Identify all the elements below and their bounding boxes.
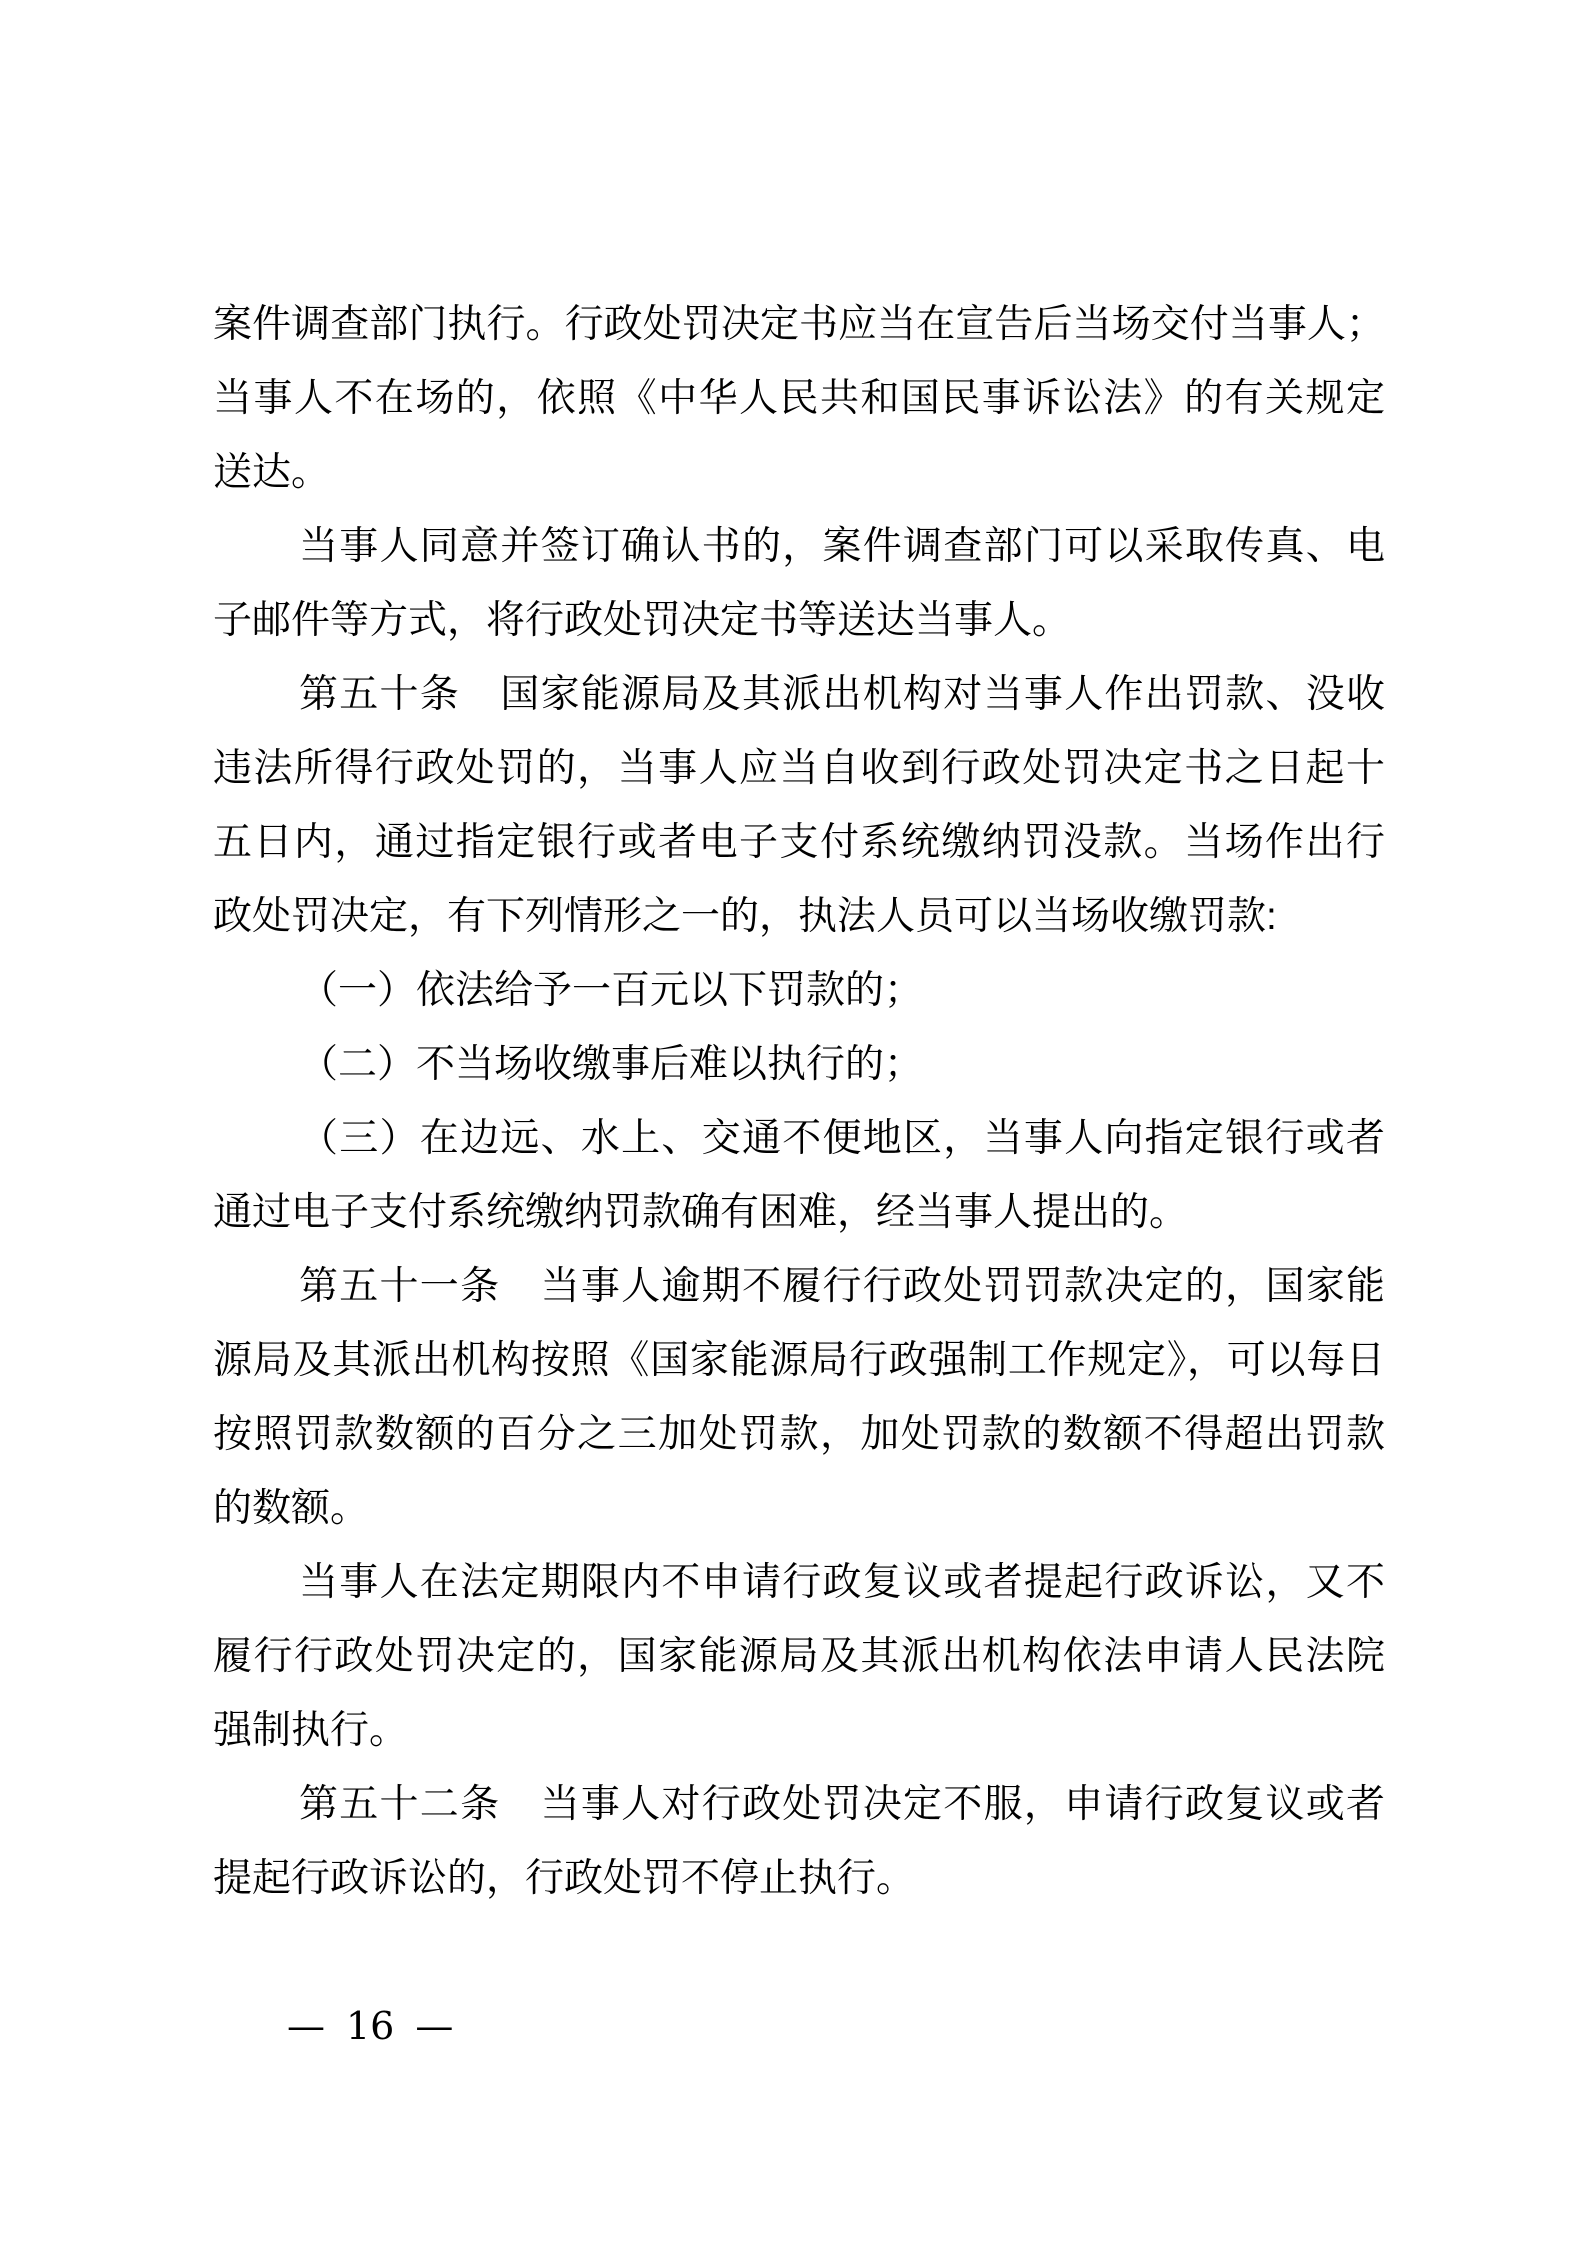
text-line: 按照罚款数额的百分之三加处罚款，加处罚款的数额不得超出罚款 [213,1413,1385,1456]
text-line: 履行行政处罚决定的，国家能源局及其派出机构依法申请人民法院 [213,1635,1385,1678]
paragraph [213,1546,1385,1768]
page-footer [287,2006,453,2046]
text-line: 第五十一条 当事人逾期不履行行政处罚罚款决定的，国家能 [299,1265,1385,1308]
document-body-text [213,288,1385,1916]
text-line: 政处罚决定，有下列情形之一的，执法人员可以当场收缴罚款: [213,895,1277,938]
paragraph-item-2 [213,1028,1385,1102]
paragraph [213,510,1385,658]
paragraph-article-52 [213,1768,1385,1916]
paragraph-item-1 [213,954,1385,1028]
text-line: （三）在边远、水上、交通不便地区，当事人向指定银行或者 [299,1117,1385,1160]
paragraph [213,288,1385,510]
text-line: 案件调查部门执行。行政处罚决定书应当在宣告后当场交付当事人； [213,303,1385,346]
text-line: 通过电子支付系统缴纳罚款确有困难，经当事人提出的。 [213,1191,1189,1234]
text-line: 子邮件等方式，将行政处罚决定书等送达当事人。 [213,599,1072,642]
text-line: 违法所得行政处罚的，当事人应当自收到行政处罚决定书之日起十 [213,747,1385,790]
text-line: （一）依法给予一百元以下罚款的； [299,969,924,1012]
text-line: 送达。 [213,451,331,494]
text-line: （二）不当场收缴事后难以执行的； [299,1043,924,1086]
text-line: 源局及其派出机构按照《国家能源局行政强制工作规定》，可以每日 [213,1339,1385,1382]
text-line: 第五十二条 当事人对行政处罚决定不服，申请行政复议或者 [299,1783,1385,1826]
paragraph-article-50 [213,658,1385,954]
text-line: 强制执行。 [213,1709,409,1752]
text-line: 的数额。 [213,1487,370,1530]
text-line: 五日内，通过指定银行或者电子支付系统缴纳罚没款。当场作出行 [213,821,1385,864]
page-number: 16 [346,2004,395,2048]
footer-dash-right: — [415,2004,454,2048]
footer-dash-left: — [287,2004,325,2048]
text-line: 提起行政诉讼的，行政处罚不停止执行。 [213,1857,916,1900]
text-line: 当事人不在场的，依照《中华人民共和国民事诉讼法》的有关规定 [213,377,1385,420]
paragraph-item-3 [213,1102,1385,1250]
paragraph-article-51 [213,1250,1385,1546]
text-line: 第五十条 国家能源局及其派出机构对当事人作出罚款、没收 [299,673,1385,716]
text-line: 当事人同意并签订确认书的，案件调查部门可以采取传真、电 [299,525,1385,568]
text-line: 当事人在法定期限内不申请行政复议或者提起行政诉讼，又不 [299,1561,1385,1604]
